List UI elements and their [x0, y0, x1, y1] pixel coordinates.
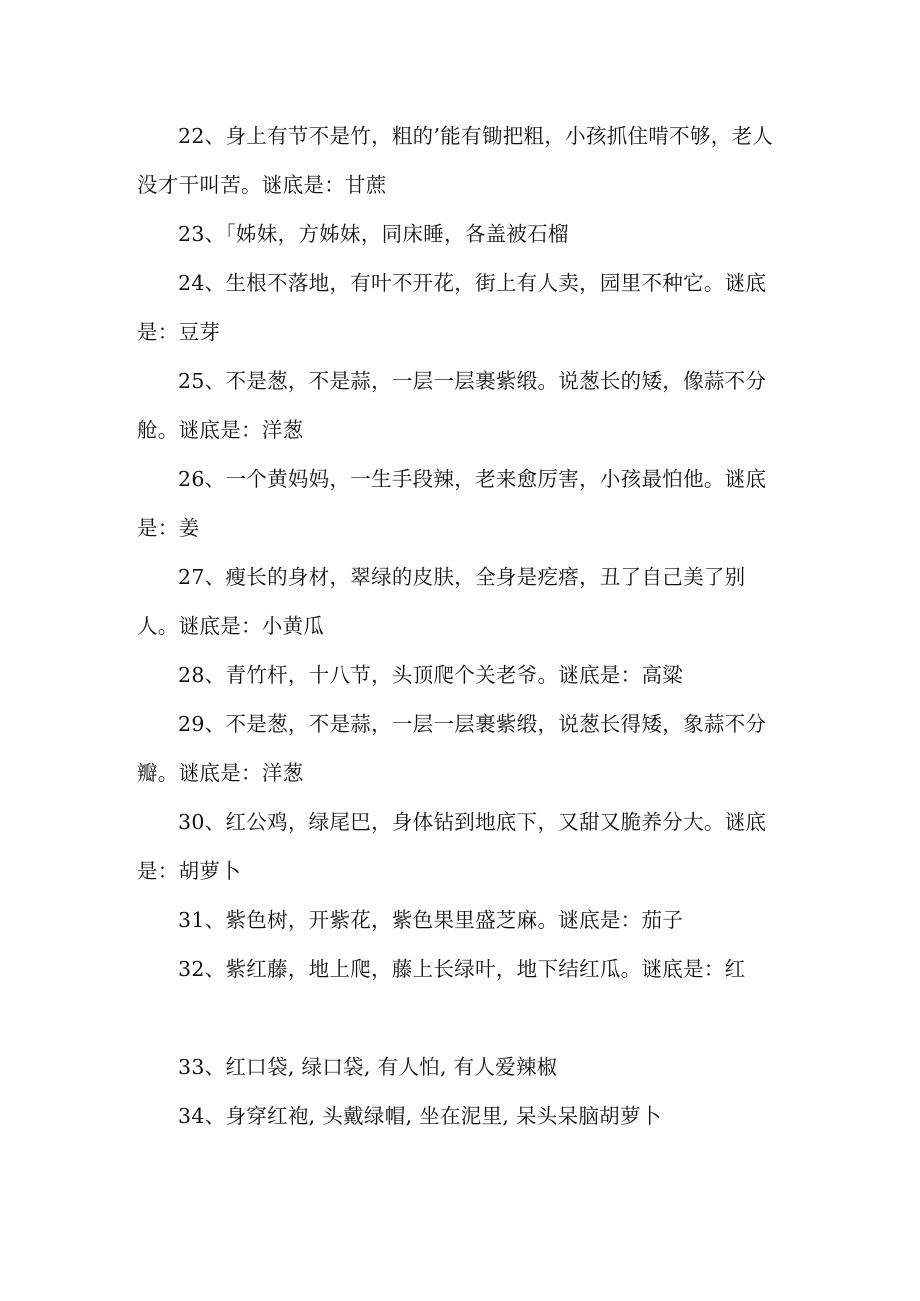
riddle-27: 27、瘦长的身材，翠绿的皮肤，全身是疙瘩，丑了自己美了别人。谜底是：小黄瓜: [137, 565, 746, 638]
riddle-30: 30、红公鸡，绿尾巴，身体钻到地底下，又甜又脆养分大。谜底是：胡萝卜: [137, 810, 767, 883]
riddle-28: 28、青竹杆，十八节，头顶爬个关老爷。谜底是：高粱: [178, 663, 684, 687]
riddle-24: 24、生根不落地，有叶不开花，街上有人卖，园里不种它。谜底是：豆芽: [137, 271, 767, 344]
riddle-22: 22、身上有节不是竹，粗的’能有锄把粗，小孩抓住啃不够，老人没才干叫苦。谜底是：甘蔗: [137, 124, 774, 197]
riddle-32: 32、紫红藤，地上爬，藤上长绿叶，地下结红瓜。谜底是：红: [178, 957, 746, 981]
paragraph-gap: [137, 994, 777, 1043]
riddle-33: 33、红口袋, 绿口袋, 有人怕, 有人爱辣椒: [178, 1055, 558, 1079]
riddle-26: 26、一个黄妈妈，一生手段辣，老来愈厉害，小孩最怕他。谜底是：姜: [137, 467, 767, 540]
riddle-list: [137, 112, 777, 1141]
riddle-25: 25、不是葱，不是蒜，一层一层裹紫缎。说葱长的矮，像蒜不分舱。谜底是：洋葱: [137, 369, 767, 442]
riddle-29: 29、不是葱，不是蒜，一层一层裹紫缎，说葱长得矮，象蒜不分瓣。谜底是：洋葱: [137, 712, 767, 785]
riddle-31: 31、紫色树，开紫花，紫色果里盛芝麻。谜底是：茄子: [178, 908, 684, 932]
riddle-23: 23、「姊妹，方姊妹，同床睡，各盖被石榴: [178, 222, 569, 246]
riddle-34: 34、身穿红袍, 头戴绿帽, 坐在泥里, 呆头呆脑胡萝卜: [178, 1104, 662, 1128]
